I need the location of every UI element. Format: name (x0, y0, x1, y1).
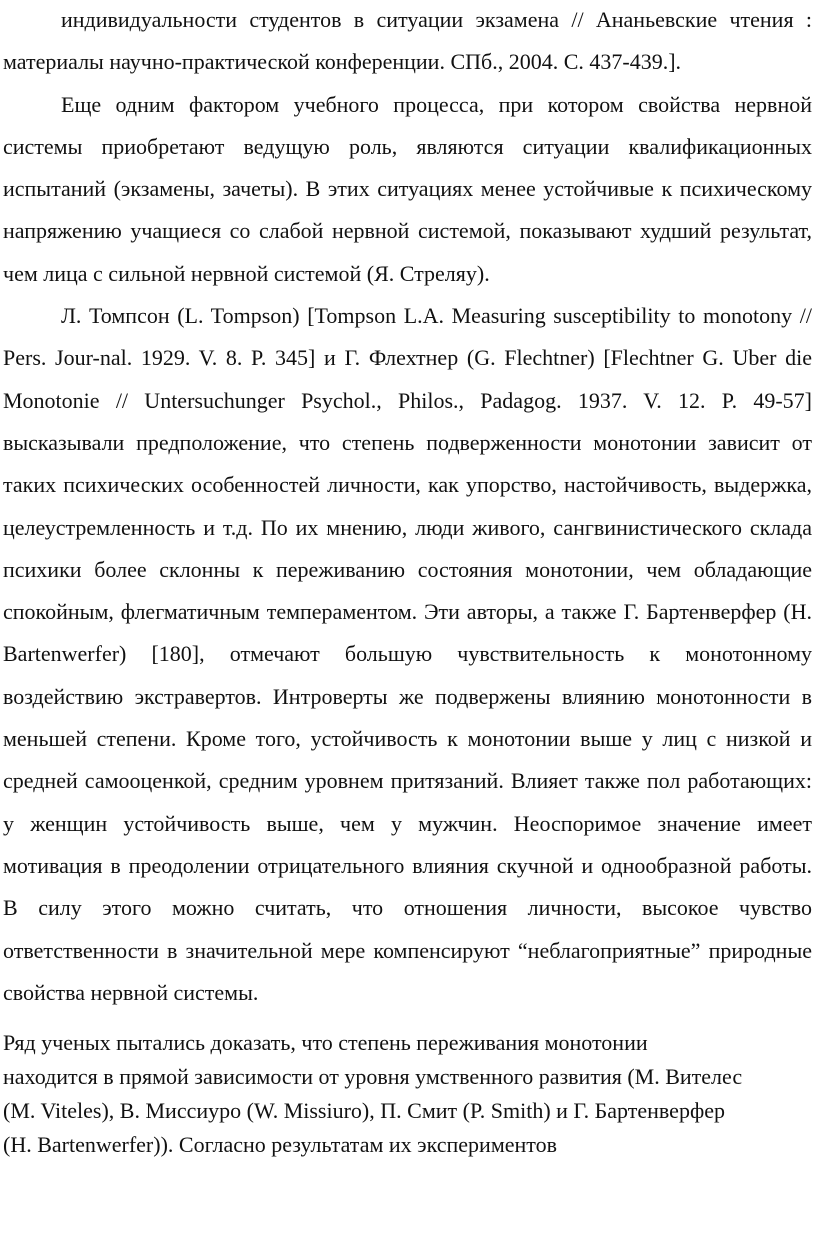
paragraph-mental-development: Ряд ученых пытались доказать, что степень переживания монотонии находится в прямой зависимости от уровня умственного развития (М. Вителес (M. Viteles), В. Миссиуро (W. Missiuro), П. Смит (P. Smith) и Г. Бартенверфер (H. Bartenwerfer)). Согласно результатам их экспериментов (3, 1030, 743, 1158)
paragraph-citation-tail: индивидуальности студентов в ситуации экзамена // Ананьевские чтения : материалы научно-практической конференции. СПб., 2004. С. 437-439.]. (3, 7, 812, 75)
paragraph-exam-situations: Еще одним фактором учебного процесса, при котором свойства нервной системы приобретают ведущую роль, являются ситуации квалификационных испытаний (экзамены, зачеты). В этих ситуациях менее устойчивые к психическому напряжению учащиеся со слабой нервной системой, показывают худший результат, чем лица с сильной нервной системой (Я. Стреляу). (3, 91, 812, 286)
paragraph-monotony-personality: Л. Томпсон (L. Tompson) [Tompson L.A. Measuring susceptibility to monotony // Pers. Jour-nal. 1929. V. 8. P. 345] и Г. Флехтнер (G. Flechtner) [Flechtner G. Uber die Monotonie // Untersuchunger Psychol., Philos., Padagog. 1937. V. 12. P. 49-57] высказывали предположение, что степень подверженности монотонии зависит от таких психических особенностей личности, как упорство, настойчивость, выдержка, целеустремленность и т.д. По их мнению, люди живого, сангвинистического склада психики более склонны к переживанию состояния монотонии, чем обладающие спокойным, флегматичным темпераментом. Эти авторы, а также Г. Бартенверфер (H. Bartenwerfer) [180], отмечают большую чувствительность к монотонному воздействию экстравертов. Интроверты же подвержены влиянию монотонности в меньшей степени. Кроме того, устойчивость к монотонии выше у лиц с низкой и средней самооценкой, средним уровнем притязаний. Влияет также пол работающих: у женщин устойчивость выше, чем у мужчин. Неоспоримое значение имеет мотивация в преодолении отрицательного влияния скучной и однообразной работы. В силу этого можно считать, что отношения личности, высокое чувство ответственности в значительной мере компенсируют “неблагоприятные” природные свойства нервной системы. (3, 303, 812, 1005)
